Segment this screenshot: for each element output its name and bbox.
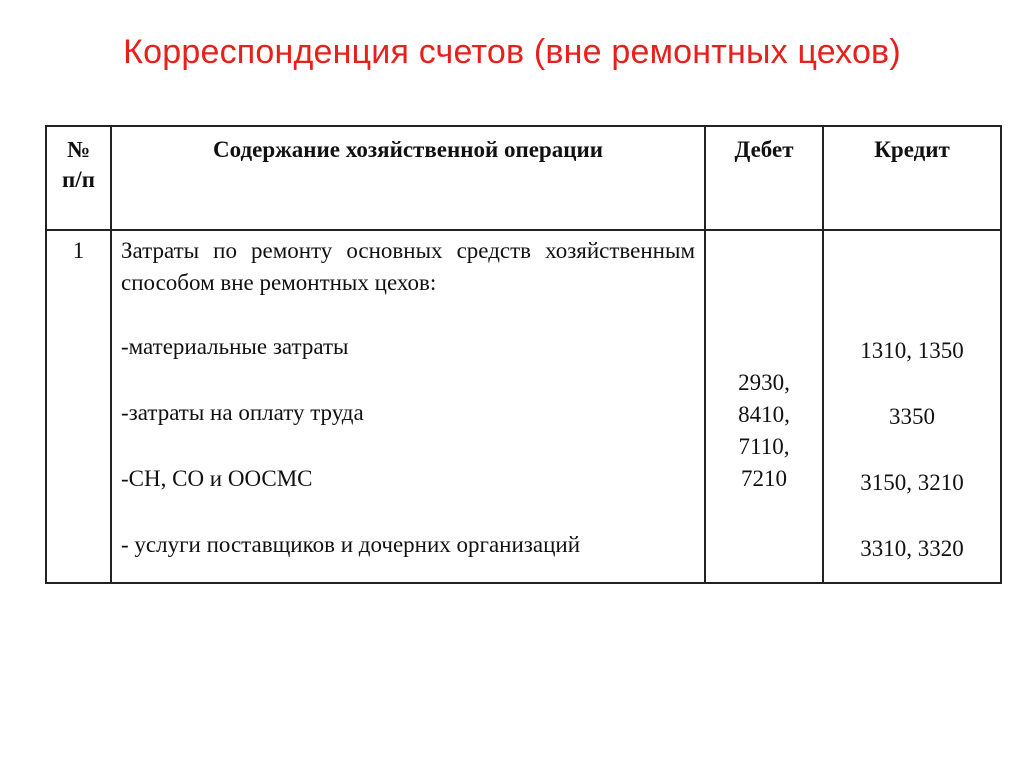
item-labor: -затраты на оплату труда	[121, 400, 364, 425]
credit-services: 3310, 3320	[860, 536, 964, 561]
item-services: - услуги поставщиков и дочерних организаций	[121, 532, 581, 557]
header-num: № п/п	[46, 126, 111, 230]
credit-social: 3150, 3210	[860, 470, 964, 495]
debit-line: 7210	[741, 466, 787, 491]
credit-labor: 3350	[889, 404, 935, 429]
row-content	[111, 230, 705, 583]
operation-description: Затраты по ремонту основных средств хозяйственным способом вне ремонтных цехов:	[121, 238, 695, 295]
debit-line: 2930,	[738, 370, 790, 395]
item-material: -материальные затраты	[121, 334, 349, 359]
debit-line: 8410,	[738, 402, 790, 427]
table-row	[46, 230, 1001, 583]
header-content: Содержание хозяйственной операции	[111, 126, 705, 230]
row-debit	[705, 230, 823, 583]
row-number: 1	[46, 230, 111, 583]
row-credit	[823, 230, 1001, 583]
header-debit: Дебет	[705, 126, 823, 230]
accounts-table	[45, 125, 1002, 584]
item-social: -СН, СО и ООСМС	[121, 466, 313, 491]
header-row	[46, 126, 1001, 230]
credit-material: 1310, 1350	[860, 338, 964, 363]
slide-title: Корреспонденция счетов (вне ремонтных цехов)	[123, 33, 901, 71]
debit-line: 7110,	[738, 434, 790, 459]
header-credit: Кредит	[823, 126, 1001, 230]
